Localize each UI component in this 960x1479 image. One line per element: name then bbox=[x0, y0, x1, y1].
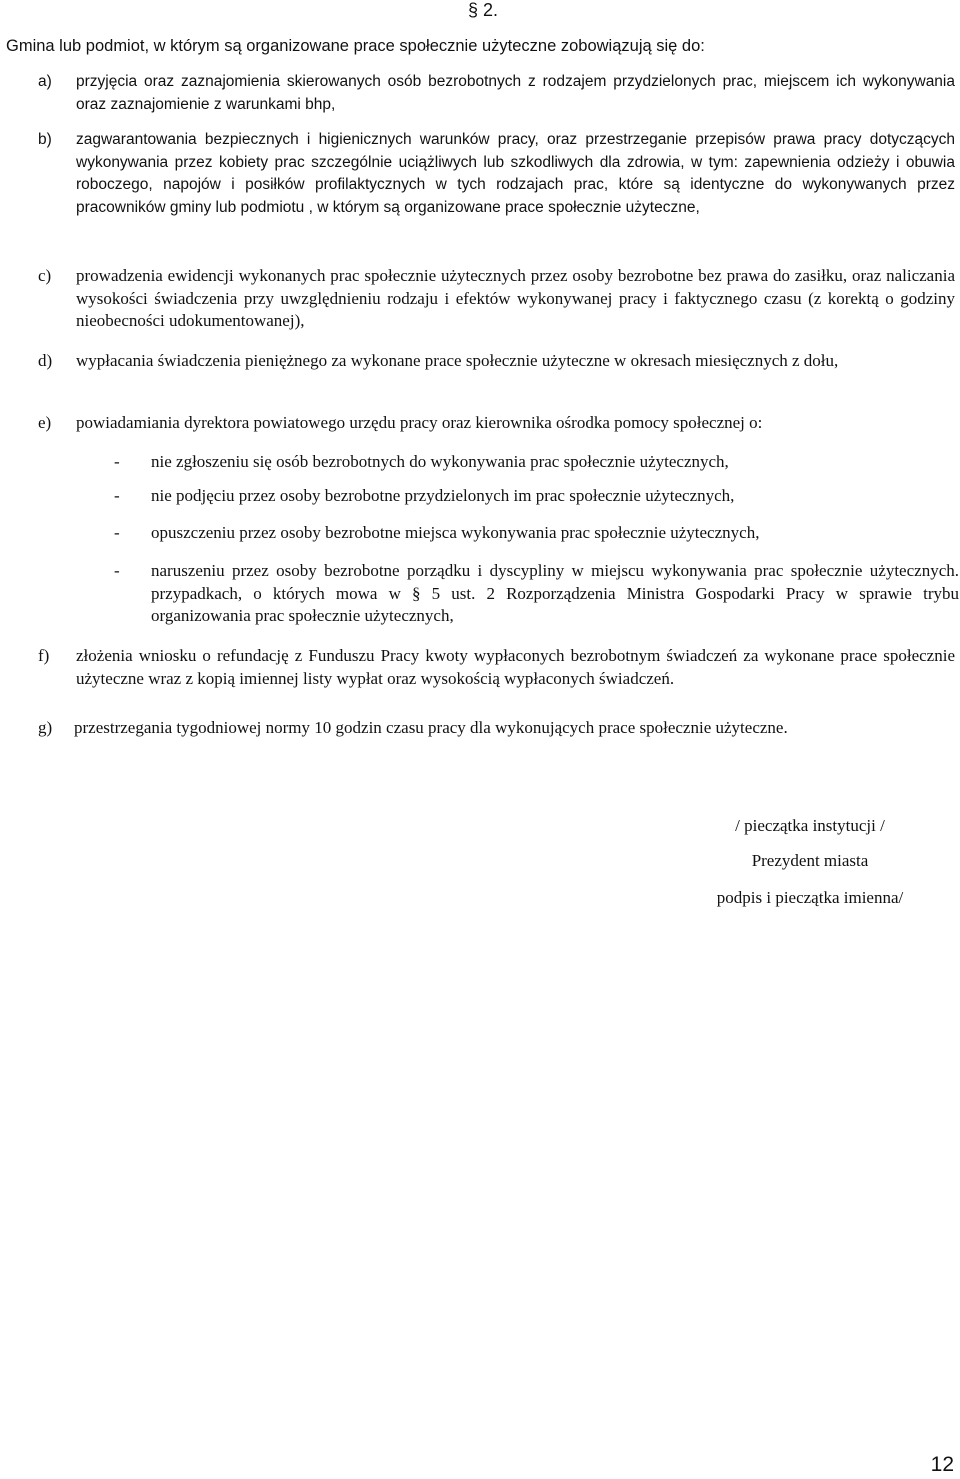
list-item-text: powiadamiania dyrektora powiatowego urzędu pracy oraz kierownika ośrodka pomocy społecznej o: bbox=[76, 413, 763, 432]
list-marker: d) bbox=[38, 351, 53, 370]
list-item-b bbox=[38, 129, 958, 219]
list-marker: e) bbox=[38, 413, 52, 432]
list-item-c bbox=[38, 265, 958, 333]
sublist-dash: - bbox=[114, 523, 120, 542]
list-item-f bbox=[38, 645, 958, 690]
sublist-item bbox=[114, 560, 960, 628]
sublist-dash: - bbox=[114, 486, 120, 505]
sublist-dash: - bbox=[114, 561, 120, 580]
list-marker: c) bbox=[38, 266, 52, 285]
list-item-d bbox=[38, 350, 958, 373]
section-heading: § 2. bbox=[468, 0, 499, 20]
list-item-e bbox=[38, 412, 958, 435]
list-item-g bbox=[38, 717, 958, 740]
list-marker: f) bbox=[38, 646, 50, 665]
list-item-text: zagwarantowania bezpiecznych i higienicznych warunków pracy, oraz przestrzeganie przepisów prawa pracy dotyczących wykonywania przez kobiety prac szczególnie uciążliwych lub szkodliwych dla zdrowia, w tym: zapewnienia odzieży i obuwia roboczego, napojów i posiłków profilaktycznych w tych rodzajach prac, które są identyczne do wykonywanych przez pracowników gminy lub podmiotu , w którym są organizowane prace społecznie użyteczne, bbox=[76, 131, 955, 216]
sublist-item-text: nie zgłoszeniu się osób bezrobotnych do wykonywania prac społecznie użytecznych, bbox=[151, 452, 729, 471]
list-item-text: złożenia wniosku o refundację z Funduszu Pracy kwoty wypłaconych bezrobotnym świadczeń za wykonane prace społecznie użyteczne wraz z kopią imiennej listy wypłat oraz wysokością wypłaconych świadczeń. bbox=[76, 646, 955, 688]
list-item-text: przyjęcia oraz zaznajomienia skierowanych osób bezrobotnych z rodzajem przydzielonych prac, miejscem ich wykonywania oraz zaznajomienie z warunkami bhp, bbox=[76, 73, 955, 113]
sublist-item bbox=[114, 522, 960, 545]
list-marker: b) bbox=[38, 131, 52, 148]
list-item-text: przestrzegania tygodniowej normy 10 godzin czasu pracy dla wykonujących prace społecznie użyteczne. bbox=[74, 718, 788, 737]
list-item-text: wypłacania świadczenia pieniężnego za wykonane prace społecznie użyteczne w okresach miesięcznych z dołu, bbox=[76, 351, 839, 370]
sublist-item-text: naruszeniu przez osoby bezrobotne porządku i dyscypliny w miejscu wykonywania prac społecznie użytecznych. przypadkach, o których mowa w § 5 ust. 2 Rozporządzenia Ministra Gospodarki Pracy w sprawie trybu organizowania prac społecznie użytecznych, bbox=[151, 561, 959, 625]
signature-stamp-line: / pieczątka instytucji / bbox=[735, 816, 885, 835]
page-number: 12 bbox=[930, 1453, 954, 1476]
list-marker: g) bbox=[38, 718, 53, 737]
intro-paragraph: Gmina lub podmiot, w którym są organizowane prace społecznie użyteczne zobowiązują się do: bbox=[6, 37, 705, 55]
list-marker: a) bbox=[38, 73, 52, 90]
sublist-dash: - bbox=[114, 452, 120, 471]
sublist-item bbox=[114, 485, 960, 508]
list-item-a bbox=[38, 71, 958, 116]
list-item-text: prowadzenia ewidencji wykonanych prac społecznie użytecznych przez osoby bezrobotne bez prawa do zasiłku, oraz naliczania wysokości świadczenia przy uwzględnieniu rodzaju i efektów wykonywanej pracy i faktycznego czasu (z korektą o godziny nieobecności udokumentowanej), bbox=[76, 266, 955, 330]
sublist-item-text: nie podjęciu przez osoby bezrobotne przydzielonych im prac społecznie użytecznych, bbox=[151, 486, 735, 505]
sublist-item-text: opuszczeniu przez osoby bezrobotne miejsca wykonywania prac społecznie użytecznych, bbox=[151, 523, 760, 542]
signature-title-line: Prezydent miasta bbox=[751, 851, 869, 870]
signature-sign-line: podpis i pieczątka imienna/ bbox=[716, 888, 904, 907]
sublist-item bbox=[114, 451, 960, 474]
